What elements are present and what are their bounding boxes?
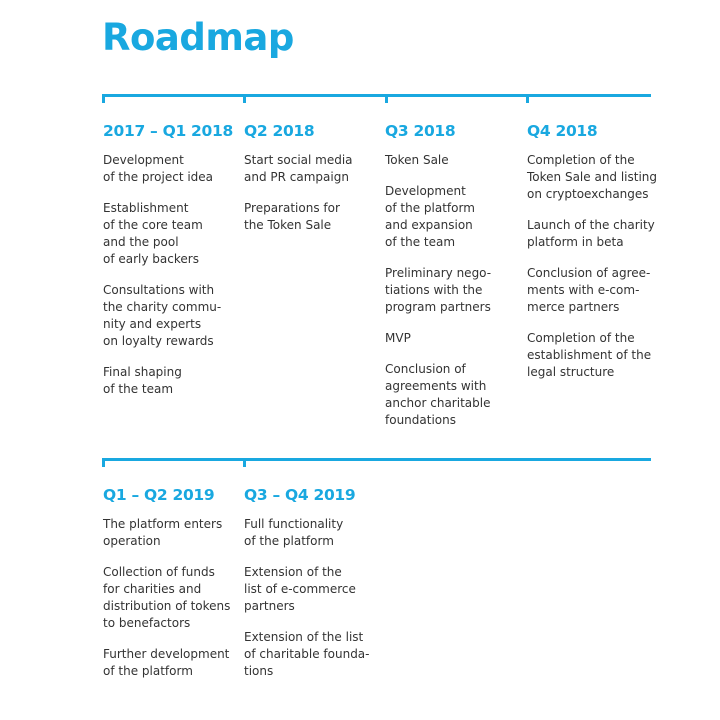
milestone-list [103,152,239,398]
milestone-item: Final shaping of the team [103,365,182,396]
milestone-list [103,516,239,680]
milestone-item: Establishment of the core team and the pool of early backers [103,201,203,266]
roadmap-column-q3-q4-2019 [244,484,394,694]
roadmap-column-q1-q2-2019 [103,484,239,694]
milestone-item: The platform enters operation [103,517,223,548]
milestone-item: Conclusion of agreements with anchor charitable foundations [385,362,491,427]
page-title: Roadmap [102,16,294,59]
timeline-tick [102,94,105,103]
timeline-tick [102,458,105,467]
milestone-list [244,516,394,680]
milestone-list [244,152,380,234]
timeline-tick [243,94,246,103]
milestone-item: Extension of the list of charitable founda- tions [244,630,370,678]
milestone-item: Token Sale [385,153,449,167]
milestone-item: Completion of the Token Sale and listing on cryptoexchanges [527,153,658,201]
milestone-item: Conclusion of agree- ments with e-com- merce partners [527,266,651,314]
roadmap-column-q3-2018 [385,120,521,443]
column-heading: 2017 – Q1 2018 [103,122,233,140]
milestone-item: Completion of the establishment of the legal structure [527,331,652,379]
timeline-tick [526,94,529,103]
milestone-item: Extension of the list of e-commerce partners [244,565,356,613]
column-heading: Q1 – Q2 2019 [103,486,215,504]
column-heading: Q3 2018 [385,122,456,140]
milestone-item: Preliminary nego- tiations with the program partners [385,266,492,314]
timeline-rule-1 [102,94,651,97]
roadmap-column-q4-2018 [527,120,677,395]
milestone-item: Start social media and PR campaign [244,153,353,184]
milestone-list [527,152,677,381]
milestone-item: Launch of the charity platform in beta [527,218,655,249]
column-heading: Q2 2018 [244,122,315,140]
timeline-tick [243,458,246,467]
milestone-item: Development of the project idea [103,153,214,184]
milestone-item: Collection of funds for charities and distribution of tokens to benefactors [103,565,231,630]
timeline-tick [385,94,388,103]
milestone-item: MVP [385,331,411,345]
timeline-rule-2 [102,458,651,461]
roadmap-column-q2-2018 [244,120,380,248]
milestone-item: Consultations with the charity commu- nity and experts on loyalty rewards [103,283,222,348]
milestone-item: Development of the platform and expansion of the team [385,184,475,249]
milestone-list [385,152,521,429]
column-heading: Q3 – Q4 2019 [244,486,356,504]
milestone-item: Further development of the platform [103,647,230,678]
column-heading: Q4 2018 [527,122,598,140]
milestone-item: Preparations for the Token Sale [244,201,340,232]
milestone-item: Full functionality of the platform [244,517,344,548]
roadmap-column-2017-q1-2018 [103,120,239,412]
